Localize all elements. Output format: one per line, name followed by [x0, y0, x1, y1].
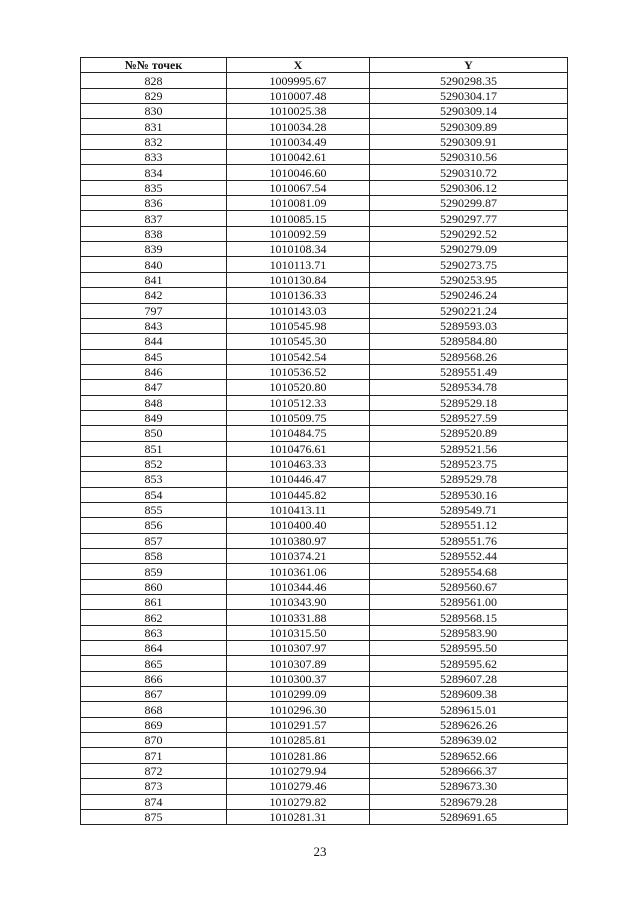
cell-point-number: 856 — [81, 518, 227, 533]
cell-y: 5289554.68 — [370, 564, 568, 579]
cell-point-number: 849 — [81, 410, 227, 425]
table-row — [81, 104, 568, 119]
cell-point-number: 851 — [81, 441, 227, 456]
cell-y: 5290299.87 — [370, 196, 568, 211]
cell-x: 1010279.82 — [227, 794, 370, 809]
cell-y: 5289595.62 — [370, 656, 568, 671]
header-y: Y — [370, 58, 568, 73]
cell-x: 1010042.61 — [227, 150, 370, 165]
cell-x: 1010380.97 — [227, 533, 370, 548]
table-row — [81, 702, 568, 717]
cell-point-number: 853 — [81, 472, 227, 487]
cell-point-number: 834 — [81, 165, 227, 180]
cell-x: 1010331.88 — [227, 610, 370, 625]
table-row — [81, 211, 568, 226]
cell-point-number: 839 — [81, 242, 227, 257]
cell-y: 5290310.56 — [370, 150, 568, 165]
cell-x: 1010476.61 — [227, 441, 370, 456]
cell-point-number: 867 — [81, 687, 227, 702]
cell-y: 5290310.72 — [370, 165, 568, 180]
cell-point-number: 830 — [81, 104, 227, 119]
cell-point-number: 850 — [81, 426, 227, 441]
table-row — [81, 763, 568, 778]
cell-x: 1010285.81 — [227, 733, 370, 748]
cell-y: 5289529.18 — [370, 395, 568, 410]
cell-y: 5289691.65 — [370, 809, 568, 824]
cell-x: 1010307.97 — [227, 641, 370, 656]
table-row — [81, 456, 568, 471]
cell-x: 1010536.52 — [227, 364, 370, 379]
cell-point-number: 838 — [81, 226, 227, 241]
cell-y: 5289595.50 — [370, 641, 568, 656]
cell-y: 5290306.12 — [370, 180, 568, 195]
cell-x: 1010300.37 — [227, 671, 370, 686]
cell-y: 5290221.24 — [370, 303, 568, 318]
cell-x: 1010445.82 — [227, 487, 370, 502]
cell-point-number: 841 — [81, 272, 227, 287]
cell-y: 5289673.30 — [370, 779, 568, 794]
table-row — [81, 472, 568, 487]
cell-point-number: 866 — [81, 671, 227, 686]
cell-point-number: 842 — [81, 288, 227, 303]
coordinates-table — [80, 57, 568, 825]
cell-x: 1010130.84 — [227, 272, 370, 287]
cell-x: 1010279.94 — [227, 763, 370, 778]
table-row — [81, 671, 568, 686]
table-row — [81, 165, 568, 180]
cell-y: 5290309.14 — [370, 104, 568, 119]
cell-point-number: 870 — [81, 733, 227, 748]
cell-y: 5290298.35 — [370, 73, 568, 88]
table-row — [81, 303, 568, 318]
table-row — [81, 349, 568, 364]
table-row — [81, 226, 568, 241]
cell-x: 1010542.54 — [227, 349, 370, 364]
cell-x: 1010136.33 — [227, 288, 370, 303]
cell-x: 1010085.15 — [227, 211, 370, 226]
cell-point-number: 836 — [81, 196, 227, 211]
table-row — [81, 441, 568, 456]
cell-y: 5289584.80 — [370, 334, 568, 349]
cell-point-number: 846 — [81, 364, 227, 379]
table-row — [81, 73, 568, 88]
table-row — [81, 502, 568, 517]
cell-x: 1010281.31 — [227, 809, 370, 824]
table-row — [81, 794, 568, 809]
cell-point-number: 829 — [81, 88, 227, 103]
table-row — [81, 809, 568, 824]
cell-x: 1010081.09 — [227, 196, 370, 211]
table-row — [81, 610, 568, 625]
cell-point-number: 843 — [81, 318, 227, 333]
cell-point-number: 863 — [81, 625, 227, 640]
cell-x: 1010281.86 — [227, 748, 370, 763]
cell-y: 5290309.89 — [370, 119, 568, 134]
cell-point-number: 831 — [81, 119, 227, 134]
cell-y: 5289609.38 — [370, 687, 568, 702]
cell-x: 1010034.28 — [227, 119, 370, 134]
cell-x: 1010509.75 — [227, 410, 370, 425]
table-row — [81, 119, 568, 134]
cell-point-number: 875 — [81, 809, 227, 824]
table-row — [81, 595, 568, 610]
table-row — [81, 88, 568, 103]
table-row — [81, 487, 568, 502]
cell-x: 1010307.89 — [227, 656, 370, 671]
header-row — [81, 58, 568, 73]
cell-x: 1010344.46 — [227, 579, 370, 594]
cell-x: 1010025.38 — [227, 104, 370, 119]
table-row — [81, 533, 568, 548]
table-row — [81, 288, 568, 303]
cell-point-number: 874 — [81, 794, 227, 809]
cell-y: 5290297.77 — [370, 211, 568, 226]
table-row — [81, 748, 568, 763]
cell-y: 5289639.02 — [370, 733, 568, 748]
cell-point-number: 871 — [81, 748, 227, 763]
cell-point-number: 859 — [81, 564, 227, 579]
cell-x: 1010299.09 — [227, 687, 370, 702]
cell-y: 5289534.78 — [370, 380, 568, 395]
cell-point-number: 848 — [81, 395, 227, 410]
cell-y: 5289523.75 — [370, 456, 568, 471]
cell-y: 5289626.26 — [370, 717, 568, 732]
cell-y: 5289551.12 — [370, 518, 568, 533]
cell-x: 1010034.49 — [227, 134, 370, 149]
cell-x: 1010545.98 — [227, 318, 370, 333]
cell-x: 1010400.40 — [227, 518, 370, 533]
cell-x: 1010046.60 — [227, 165, 370, 180]
cell-point-number: 869 — [81, 717, 227, 732]
table-row — [81, 579, 568, 594]
cell-y: 5289568.15 — [370, 610, 568, 625]
cell-x: 1010279.46 — [227, 779, 370, 794]
table-row — [81, 380, 568, 395]
cell-x: 1010413.11 — [227, 502, 370, 517]
cell-y: 5290279.09 — [370, 242, 568, 257]
cell-x: 1010108.34 — [227, 242, 370, 257]
table-row — [81, 656, 568, 671]
cell-point-number: 865 — [81, 656, 227, 671]
page-number: 23 — [313, 844, 327, 859]
cell-x: 1010143.03 — [227, 303, 370, 318]
cell-y: 5289529.78 — [370, 472, 568, 487]
table-body — [81, 73, 568, 825]
table-row — [81, 180, 568, 195]
cell-y: 5289521.56 — [370, 441, 568, 456]
cell-y: 5289551.76 — [370, 533, 568, 548]
cell-point-number: 832 — [81, 134, 227, 149]
cell-point-number: 860 — [81, 579, 227, 594]
cell-y: 5290304.17 — [370, 88, 568, 103]
table-row — [81, 779, 568, 794]
table-row — [81, 334, 568, 349]
cell-x: 1010545.30 — [227, 334, 370, 349]
cell-point-number: 872 — [81, 763, 227, 778]
table-row — [81, 134, 568, 149]
cell-y: 5289561.00 — [370, 595, 568, 610]
cell-x: 1010463.33 — [227, 456, 370, 471]
table-row — [81, 150, 568, 165]
cell-x: 1009995.67 — [227, 73, 370, 88]
cell-point-number: 862 — [81, 610, 227, 625]
cell-y: 5289593.03 — [370, 318, 568, 333]
cell-y: 5289607.28 — [370, 671, 568, 686]
cell-y: 5289520.89 — [370, 426, 568, 441]
table-row — [81, 426, 568, 441]
cell-x: 1010315.50 — [227, 625, 370, 640]
cell-point-number: 840 — [81, 257, 227, 272]
cell-point-number: 858 — [81, 549, 227, 564]
cell-x: 1010520.80 — [227, 380, 370, 395]
cell-point-number: 833 — [81, 150, 227, 165]
cell-y: 5289568.26 — [370, 349, 568, 364]
cell-point-number: 845 — [81, 349, 227, 364]
cell-y: 5290292.52 — [370, 226, 568, 241]
cell-y: 5290273.75 — [370, 257, 568, 272]
cell-x: 1010484.75 — [227, 426, 370, 441]
table-row — [81, 564, 568, 579]
header-x: X — [227, 58, 370, 73]
cell-y: 5289615.01 — [370, 702, 568, 717]
table-row — [81, 549, 568, 564]
table-row — [81, 518, 568, 533]
cell-x: 1010291.57 — [227, 717, 370, 732]
cell-point-number: 857 — [81, 533, 227, 548]
cell-point-number: 852 — [81, 456, 227, 471]
cell-point-number: 828 — [81, 73, 227, 88]
cell-x: 1010343.90 — [227, 595, 370, 610]
table-row — [81, 196, 568, 211]
cell-point-number: 797 — [81, 303, 227, 318]
table-row — [81, 641, 568, 656]
table-row — [81, 318, 568, 333]
cell-y: 5290309.91 — [370, 134, 568, 149]
table-row — [81, 625, 568, 640]
cell-point-number: 864 — [81, 641, 227, 656]
cell-x: 1010374.21 — [227, 549, 370, 564]
cell-y: 5289652.66 — [370, 748, 568, 763]
cell-x: 1010092.59 — [227, 226, 370, 241]
table-row — [81, 410, 568, 425]
cell-point-number: 854 — [81, 487, 227, 502]
cell-y: 5289679.28 — [370, 794, 568, 809]
cell-y: 5289552.44 — [370, 549, 568, 564]
table-row — [81, 257, 568, 272]
cell-point-number: 873 — [81, 779, 227, 794]
cell-x: 1010512.33 — [227, 395, 370, 410]
cell-y: 5289549.71 — [370, 502, 568, 517]
cell-y: 5289530.16 — [370, 487, 568, 502]
cell-point-number: 847 — [81, 380, 227, 395]
cell-point-number: 861 — [81, 595, 227, 610]
table-row — [81, 717, 568, 732]
cell-y: 5289560.67 — [370, 579, 568, 594]
table-row — [81, 272, 568, 287]
cell-y: 5290246.24 — [370, 288, 568, 303]
cell-x: 1010361.06 — [227, 564, 370, 579]
table-row — [81, 395, 568, 410]
cell-x: 1010296.30 — [227, 702, 370, 717]
cell-point-number: 844 — [81, 334, 227, 349]
header-point-number: №№ точек — [81, 58, 227, 73]
cell-y: 5290253.95 — [370, 272, 568, 287]
cell-point-number: 868 — [81, 702, 227, 717]
cell-y: 5289551.49 — [370, 364, 568, 379]
cell-x: 1010007.48 — [227, 88, 370, 103]
table-row — [81, 733, 568, 748]
cell-x: 1010446.47 — [227, 472, 370, 487]
cell-point-number: 835 — [81, 180, 227, 195]
cell-x: 1010067.54 — [227, 180, 370, 195]
table-row — [81, 242, 568, 257]
cell-point-number: 837 — [81, 211, 227, 226]
cell-x: 1010113.71 — [227, 257, 370, 272]
cell-y: 5289583.90 — [370, 625, 568, 640]
cell-y: 5289666.37 — [370, 763, 568, 778]
table-row — [81, 687, 568, 702]
table-header — [81, 58, 568, 73]
cell-point-number: 855 — [81, 502, 227, 517]
table-row — [81, 364, 568, 379]
cell-y: 5289527.59 — [370, 410, 568, 425]
